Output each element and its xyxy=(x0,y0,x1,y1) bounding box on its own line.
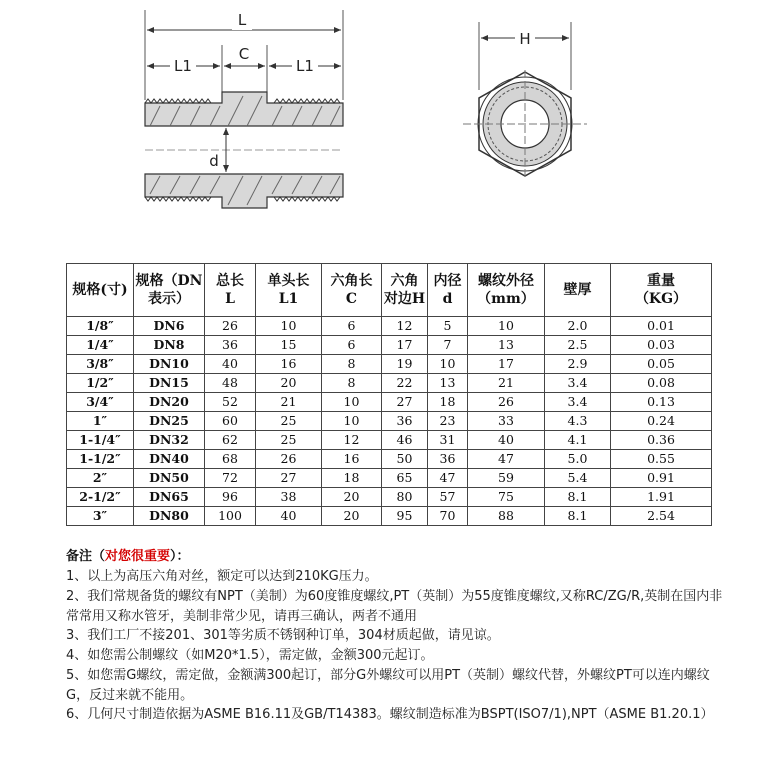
notes-title-highlight: 对您很重要 xyxy=(105,549,171,564)
table-row xyxy=(67,450,712,469)
table-cell: 2″ xyxy=(67,469,134,488)
note-item: 5、如您需G螺纹，需定做，金额满300起订，部分G外螺纹可以用PT（英制）螺纹代替，外螺纹PT可以连内螺纹G，反过来就不能用。 xyxy=(66,668,710,703)
table-cell: 12 xyxy=(322,431,382,450)
table-cell: 36 xyxy=(382,412,428,431)
table-row xyxy=(67,431,712,450)
table-cell: 65 xyxy=(382,469,428,488)
table-cell: 40 xyxy=(256,507,322,526)
table-cell: 10 xyxy=(256,317,322,336)
dim-label-H: H xyxy=(519,30,531,48)
table-cell: 6 xyxy=(322,336,382,355)
table-cell: 10 xyxy=(322,412,382,431)
table-cell: 88 xyxy=(468,507,545,526)
table-cell: 2.54 xyxy=(611,507,712,526)
table-cell: DN65 xyxy=(134,488,205,507)
table-cell: 23 xyxy=(428,412,468,431)
note-item: 2、我们常规备货的螺纹有NPT（美制）为60度锥度螺纹,PT（英制）为55度锥度螺纹,又称RC/ZG/R,英制在国内非常常用又称水管牙，美制非常少见，请再三确认，两者不通用 xyxy=(66,589,723,624)
end-view xyxy=(463,22,587,178)
column-header: 规格(寸) xyxy=(67,264,134,317)
table-cell: 16 xyxy=(256,355,322,374)
note-item: 6、几何尺寸制造依据为ASME B16.11及GB/T14383。螺纹制造标准为BSPT(ISO7/1),NPT（ASME B1.20.1） xyxy=(66,707,714,722)
table-cell: 26 xyxy=(256,450,322,469)
table-cell: 20 xyxy=(256,374,322,393)
table-cell: 27 xyxy=(256,469,322,488)
side-view xyxy=(145,10,343,208)
table-cell: 16 xyxy=(322,450,382,469)
table-cell: 20 xyxy=(322,488,382,507)
table-cell: 96 xyxy=(205,488,256,507)
table-cell: 1-1/4″ xyxy=(67,431,134,450)
table-cell: 75 xyxy=(468,488,545,507)
table-cell: 46 xyxy=(382,431,428,450)
table-cell: 68 xyxy=(205,450,256,469)
table-cell: DN80 xyxy=(134,507,205,526)
table-cell: DN15 xyxy=(134,374,205,393)
table-cell: 0.13 xyxy=(611,393,712,412)
table-cell: DN40 xyxy=(134,450,205,469)
table-cell: 70 xyxy=(428,507,468,526)
table-cell: 10 xyxy=(428,355,468,374)
table-cell: 100 xyxy=(205,507,256,526)
table-cell: 6 xyxy=(322,317,382,336)
table-row xyxy=(67,355,712,374)
table-cell: 3/8″ xyxy=(67,355,134,374)
table-cell: 36 xyxy=(428,450,468,469)
table-cell: 2.5 xyxy=(545,336,611,355)
table-cell: 8.1 xyxy=(545,507,611,526)
table-cell: 2-1/2″ xyxy=(67,488,134,507)
table-cell: 40 xyxy=(468,431,545,450)
dim-label-d: d xyxy=(209,152,219,170)
table-cell: 50 xyxy=(382,450,428,469)
note-item: 4、如您需公制螺纹（如M20*1.5），需定做，金额300元起订。 xyxy=(66,648,434,663)
table-cell: 0.91 xyxy=(611,469,712,488)
table-cell: 18 xyxy=(428,393,468,412)
spec-table xyxy=(66,263,712,526)
table-cell: 4.1 xyxy=(545,431,611,450)
fitting-technical-drawing xyxy=(0,0,772,255)
table-cell: DN6 xyxy=(134,317,205,336)
table-cell: DN20 xyxy=(134,393,205,412)
notes-title: 备注（对您很重要）： xyxy=(66,549,190,564)
column-header: 单头长 L1 xyxy=(256,264,322,317)
column-header: 规格（DN 表示） xyxy=(134,264,205,317)
table-row xyxy=(67,507,712,526)
table-cell: 72 xyxy=(205,469,256,488)
table-cell: 5.0 xyxy=(545,450,611,469)
table-cell: 21 xyxy=(468,374,545,393)
table-cell: 20 xyxy=(322,507,382,526)
dim-label-C: C xyxy=(238,45,250,63)
column-header: 总长 L xyxy=(205,264,256,317)
table-cell: 31 xyxy=(428,431,468,450)
table-cell: 8.1 xyxy=(545,488,611,507)
table-header-row xyxy=(67,264,712,317)
table-cell: 5.4 xyxy=(545,469,611,488)
table-cell: 8 xyxy=(322,355,382,374)
table-cell: 0.03 xyxy=(611,336,712,355)
table-cell: 5 xyxy=(428,317,468,336)
table-cell: 15 xyxy=(256,336,322,355)
table-cell: 1/4″ xyxy=(67,336,134,355)
table-cell: 1-1/2″ xyxy=(67,450,134,469)
table-row xyxy=(67,393,712,412)
table-cell: 22 xyxy=(382,374,428,393)
table-cell: 2.0 xyxy=(545,317,611,336)
table-cell: 7 xyxy=(428,336,468,355)
table-cell: DN32 xyxy=(134,431,205,450)
table-cell: 47 xyxy=(428,469,468,488)
table-cell: 12 xyxy=(382,317,428,336)
table-cell: 25 xyxy=(256,412,322,431)
note-item: 1、以上为高压六角对丝，额定可以达到210KG压力。 xyxy=(66,569,378,584)
table-cell: 33 xyxy=(468,412,545,431)
table-cell: 10 xyxy=(468,317,545,336)
table-cell: 38 xyxy=(256,488,322,507)
table-cell: 0.08 xyxy=(611,374,712,393)
table-cell: 0.55 xyxy=(611,450,712,469)
column-header: 六角长 C xyxy=(322,264,382,317)
table-cell: 8 xyxy=(322,374,382,393)
table-cell: 0.01 xyxy=(611,317,712,336)
table-row xyxy=(67,469,712,488)
table-cell: 62 xyxy=(205,431,256,450)
table-cell: 80 xyxy=(382,488,428,507)
table-cell: 47 xyxy=(468,450,545,469)
table-cell: 3.4 xyxy=(545,374,611,393)
table-cell: 4.3 xyxy=(545,412,611,431)
notes-section xyxy=(66,547,726,725)
table-cell: 13 xyxy=(468,336,545,355)
table-cell: DN10 xyxy=(134,355,205,374)
table-cell: DN50 xyxy=(134,469,205,488)
column-header: 壁厚 xyxy=(545,264,611,317)
table-cell: 13 xyxy=(428,374,468,393)
table-cell: 25 xyxy=(256,431,322,450)
table-cell: 1″ xyxy=(67,412,134,431)
table-cell: 26 xyxy=(205,317,256,336)
column-header: 六角 对边H xyxy=(382,264,428,317)
table-cell: 3.4 xyxy=(545,393,611,412)
table-cell: 18 xyxy=(322,469,382,488)
table-cell: DN25 xyxy=(134,412,205,431)
table-cell: 2.9 xyxy=(545,355,611,374)
table-cell: 27 xyxy=(382,393,428,412)
table-row xyxy=(67,374,712,393)
table-cell: 3″ xyxy=(67,507,134,526)
table-cell: 48 xyxy=(205,374,256,393)
table-cell: 21 xyxy=(256,393,322,412)
dim-label-L1-right: L1 xyxy=(296,57,314,75)
column-header: 重量 （KG） xyxy=(611,264,712,317)
column-header: 内径 d xyxy=(428,264,468,317)
table-cell: 57 xyxy=(428,488,468,507)
table-cell: DN8 xyxy=(134,336,205,355)
table-cell: 10 xyxy=(322,393,382,412)
table-cell: 0.24 xyxy=(611,412,712,431)
table-cell: 17 xyxy=(468,355,545,374)
table-cell: 17 xyxy=(382,336,428,355)
table-cell: 59 xyxy=(468,469,545,488)
dim-label-L: L xyxy=(237,11,247,29)
table-row xyxy=(67,336,712,355)
table-cell: 0.36 xyxy=(611,431,712,450)
table-cell: 1.91 xyxy=(611,488,712,507)
table-cell: 36 xyxy=(205,336,256,355)
table-cell: 1/2″ xyxy=(67,374,134,393)
table-cell: 26 xyxy=(468,393,545,412)
table-row xyxy=(67,488,712,507)
table-cell: 52 xyxy=(205,393,256,412)
table-row xyxy=(67,412,712,431)
table-cell: 1/8″ xyxy=(67,317,134,336)
table-cell: 40 xyxy=(205,355,256,374)
table-cell: 60 xyxy=(205,412,256,431)
table-cell: 0.05 xyxy=(611,355,712,374)
table-row xyxy=(67,317,712,336)
column-header: 螺纹外径 （mm） xyxy=(468,264,545,317)
table-cell: 3/4″ xyxy=(67,393,134,412)
table-cell: 95 xyxy=(382,507,428,526)
table-cell: 19 xyxy=(382,355,428,374)
dim-label-L1-left: L1 xyxy=(174,57,192,75)
note-item: 3、我们工厂不接201、301等劣质不锈钢种订单，304材质起做，请见谅。 xyxy=(66,628,500,643)
